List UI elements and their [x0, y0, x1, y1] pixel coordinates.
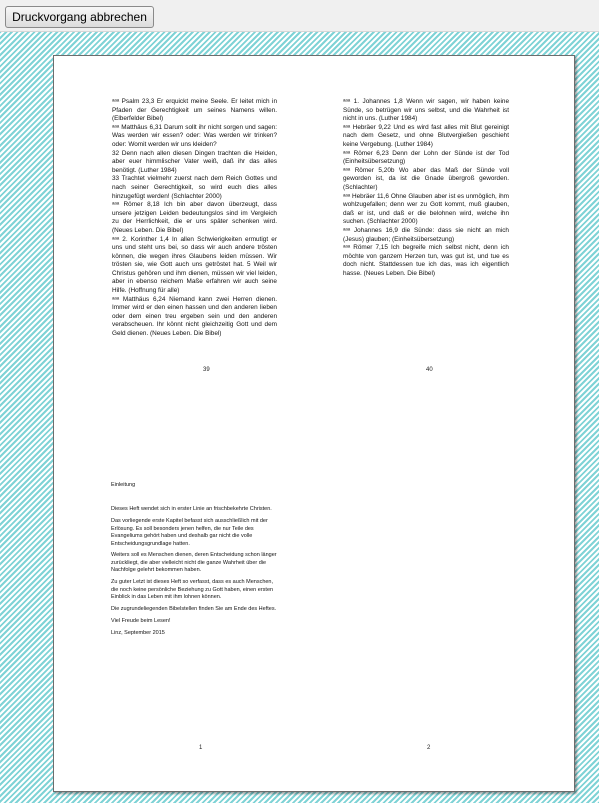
intro-paragraph: Das vorliegende erste Kapitel befasst sich ausschließlich mit der Erlösung. Es soll besonders jenen helfen, die nur Teile des Evangeliums gehört haben und deshalb gar nicht die volle Entscheidungsgrundlage hatten.	[111, 518, 268, 547]
verse-paragraph: ᵃᵃᵃ Psalm 23,3 Er erquickt meine Seele. Er leitet mich in Pfaden der Gerechtigkeit um seines Namens willen. (Elberfelder Bibel)	[112, 98, 277, 123]
verse-paragraph: ᵃᵃᵃ Matthäus 6,24 Niemand kann zwei Herren dienen. Immer wird er den einen hassen und den anderen lieben oder dem einen treu ergeben sein und den anderen verabscheuen. Ihr könnt nicht gleichzeitig Gott und dem Geld dienen. (Neues Leben. Die Bibel)	[112, 295, 277, 338]
intro-paragraph: Die zugrundeliegenden Bibelstellen finden Sie am Ende des Heftes.	[111, 605, 277, 612]
intro-paragraph: Dieses Heft wendet sich in erster Linie an frischbekehrte Christen.	[111, 506, 272, 513]
cancel-print-button[interactable]: Druckvorgang abbrechen	[5, 6, 154, 28]
verse-paragraph: ᵃᵃᵃ Hebräer 9,22 Und es wird fast alles mit Blut gereinigt nach dem Gesetz, und ohne Blutvergießen geschieht keine Vergebung. (Luther 1984)	[343, 123, 509, 148]
print-preview-sheet	[53, 55, 575, 792]
introduction-section	[111, 482, 279, 642]
intro-date: Linz, September 2015	[111, 629, 165, 636]
verse-paragraph: ᵃᵃᵃ 2. Korinther 1,4 In allen Schwierigkeiten ermutigt er uns und steht uns bei, so dass wir auch andere trösten können, die wegen ihres Glaubens leiden müssen. Wir trösten sie, wie Gott auch uns getröstet hat. 5 Weil wir Christus gehören und ihm dienen, müssen wir viel leiden, aber in ebenso reichem Maße erfahren wir auch seine Hilfe. (Hoffnung für alle)	[112, 235, 277, 295]
page-40-text	[343, 98, 509, 278]
page-number: 39	[203, 367, 210, 373]
intro-paragraph: Weiters soll es Menschen dienen, deren Entscheidung schon länger zurückliegt, die aber vielleicht nicht die ganze Wahrheit über die Nachfolge gelehrt bekommen haben.	[111, 552, 277, 574]
page-number: 1	[199, 745, 203, 751]
verse-paragraph: ᵃᵃᵃ 1. Johannes 1,8 Wenn wir sagen, wir haben keine Sünde, so betrügen wir uns selbst, und die Wahrheit ist nicht in uns. (Luther 1984)	[343, 98, 509, 123]
verse-paragraph: ᵃᵃᵃ Römer 7,15 Ich begreife mich selbst nicht, denn ich möchte von ganzem Herzen tun, was gut ist, und tue es doch nicht. Stattdessen tue ich das, was ich eigentlich hasse. (Neues Leben. Die Bibel)	[343, 244, 509, 277]
verse-paragraph: ᵃᵃᵃ Hebräer 11,6 Ohne Glauben aber ist es unmöglich, ihm wohlzugefallen; denn wer zu Gott kommt, muß glauben, daß er ist, und daß er die belohnen wird, welche ihn suchen. (Schlachter 2000)	[343, 192, 509, 226]
verse-paragraph: ᵃᵃᵃ Römer 8,18 Ich bin aber davon überzeugt, dass unsere jetzigen Leiden bedeutungslos sind im Vergleich zu der Herrlichkeit, die er uns später schenken wird. (Neues Leben. Die Bibel)	[112, 201, 277, 234]
verse-paragraph: ᵃᵃᵃ Johannes 16,9 die Sünde: dass sie nicht an mich (Jesus) glauben; (Einheitsübersetzung)	[343, 226, 509, 243]
verse-paragraph: ᵃᵃᵃ Römer 6,23 Denn der Lohn der Sünde ist der Tod (Einheitsübersetzung)	[343, 149, 509, 166]
page-number: 40	[426, 367, 433, 373]
intro-paragraph: Viel Freude beim Lesen!	[111, 617, 171, 624]
verse-paragraph: ᵃᵃᵃ Römer 5,20b Wo aber das Maß der Sünde voll geworden ist, da ist die Gnade übergroß geworden. (Schlachter)	[343, 166, 509, 191]
intro-paragraph: Zu guter Letzt ist dieses Heft so verfasst, dass es auch Menschen, die noch keine persönliche Beziehung zu Gott haben, einen ersten Einblick in das Leben mit ihm lohnen können.	[111, 579, 274, 600]
verse-paragraph: 33 Trachtet vielmehr zuerst nach dem Reich Gottes und nach seiner Gerechtigkeit, so wird euch dies alles hinzugefügt werden! (Schlachter 2000)	[112, 175, 277, 200]
introduction-heading: Einleitung	[111, 482, 136, 488]
page-number: 2	[427, 745, 431, 751]
verse-paragraph: 32 Denn nach allen diesen Dingen trachten die Heiden, aber euer himmlischer Vater weiß, daß ihr das alles benötigt. (Luther 1984)	[112, 149, 277, 174]
print-toolbar	[0, 0, 599, 32]
verse-paragraph: ᵃᵃᵃ Matthäus 6,31 Darum sollt ihr nicht sorgen und sagen: Was werden wir essen? oder: Was werden wir trinken? oder: Womit werden wir uns kleiden?	[112, 123, 277, 148]
page-39-text	[112, 98, 277, 339]
